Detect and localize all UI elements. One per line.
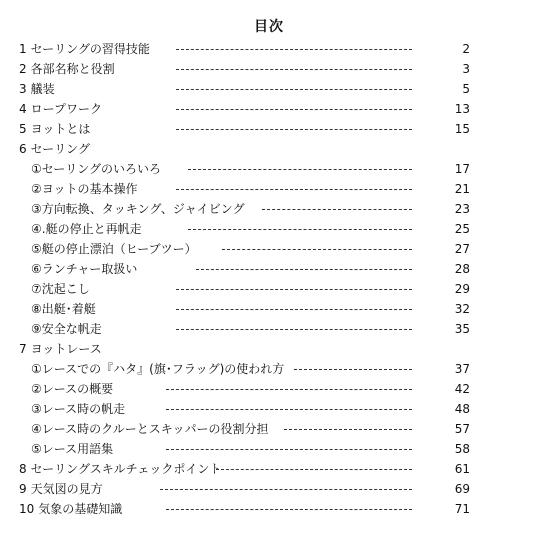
toc-entry-text: ⑥ランチャー取扱い xyxy=(31,262,138,276)
toc-entry-text: セーリング xyxy=(30,142,90,156)
toc-leader-line xyxy=(176,309,412,310)
toc-entry xyxy=(0,379,538,399)
toc-leader-line xyxy=(222,249,412,250)
toc-entry xyxy=(0,259,538,279)
toc-page-number: 23 xyxy=(454,202,470,216)
toc-entry-text: ③方向転換、タッキング、ジャイビング xyxy=(31,202,245,216)
toc-entry-label xyxy=(19,139,90,159)
toc-leader-line xyxy=(294,369,412,370)
toc-entry-text: ロープワーク xyxy=(30,102,103,116)
toc-entry-text: ヨットレース xyxy=(30,342,102,356)
toc-entry xyxy=(0,79,538,99)
toc-entry xyxy=(0,459,538,479)
toc-entry-number: 3 xyxy=(19,82,27,96)
toc-entry-text: ⑦沈起こし xyxy=(31,282,90,296)
toc-page-number: 71 xyxy=(454,502,470,516)
toc-entry xyxy=(0,359,538,379)
toc-entry-label xyxy=(31,419,269,439)
toc-leader-line xyxy=(176,89,412,90)
toc-page-number: 29 xyxy=(454,282,470,296)
toc-page-number: 42 xyxy=(454,382,470,396)
toc-page-number: 61 xyxy=(454,462,470,476)
toc-entry-label xyxy=(19,339,102,359)
toc-leader-line xyxy=(216,469,412,470)
toc-entry-label xyxy=(31,379,113,399)
toc-page-number: 15 xyxy=(454,122,470,136)
toc-entry-text: ①レースでの『ハタ』(旗･フラッグ)の使われ方 xyxy=(31,362,285,376)
toc-entry xyxy=(0,299,538,319)
toc-entry xyxy=(0,219,538,239)
toc-page-number: 17 xyxy=(454,162,470,176)
toc-page-number: 37 xyxy=(454,362,470,376)
toc-entry xyxy=(0,239,538,259)
toc-entry-number: 8 xyxy=(19,462,27,476)
toc-entry xyxy=(0,119,538,139)
toc-entry xyxy=(0,339,538,359)
toc-entry-label xyxy=(19,39,150,59)
toc-leader-line xyxy=(284,429,412,430)
toc-entry-number: 9 xyxy=(19,482,27,496)
toc-entry xyxy=(0,479,538,499)
toc-leader-line xyxy=(166,389,412,390)
toc-entry-label xyxy=(31,359,284,379)
toc-page-number: 5 xyxy=(462,82,470,96)
toc-entry-label xyxy=(31,159,161,179)
toc-entry-number: 2 xyxy=(19,62,27,76)
toc-page-number: 28 xyxy=(454,262,470,276)
toc-entry-label xyxy=(31,239,197,259)
toc-entry-text: ④レース時のクルーとスキッパーの役割分担 xyxy=(31,422,269,436)
toc-entry xyxy=(0,159,538,179)
toc-page-number: 32 xyxy=(454,302,470,316)
toc-entry-text: セーリングスキルチェックポイント xyxy=(30,462,222,476)
toc-entry-text: ③レース時の帆走 xyxy=(31,402,126,416)
toc-entry-text: ②ヨットの基本操作 xyxy=(31,182,138,196)
toc-entry xyxy=(0,139,538,159)
toc-page-number: 3 xyxy=(462,62,470,76)
toc-page-number: 2 xyxy=(462,42,470,56)
toc-leader-line xyxy=(176,49,412,50)
toc-entry-text: セーリングの習得技能 xyxy=(30,42,150,56)
toc-leader-line xyxy=(188,169,412,170)
toc-leader-line xyxy=(196,269,412,270)
toc-entry-label xyxy=(19,459,221,479)
toc-entry xyxy=(0,199,538,219)
toc-entry-text: ②レースの概要 xyxy=(31,382,114,396)
toc-entry xyxy=(0,419,538,439)
toc-leader-line xyxy=(160,489,412,490)
toc-entry-label xyxy=(31,399,125,419)
toc-entry-text: 天気図の見方 xyxy=(30,482,103,496)
toc-leader-line xyxy=(176,109,412,110)
toc-page-number: 35 xyxy=(454,322,470,336)
toc-entry-text: 気象の基礎知識 xyxy=(38,502,123,516)
toc-entry xyxy=(0,499,538,519)
page-title: 目次 xyxy=(254,19,284,35)
toc-entry-text: ⑤レース用語集 xyxy=(31,442,114,456)
toc-leader-line xyxy=(176,289,412,290)
toc-entry xyxy=(0,179,538,199)
toc-leader-line xyxy=(262,209,412,210)
toc-entry xyxy=(0,439,538,459)
toc-entry-label xyxy=(31,439,113,459)
toc-leader-line xyxy=(166,409,412,410)
toc-entry xyxy=(0,99,538,119)
toc-entry-number: 6 xyxy=(19,142,27,156)
toc-entry xyxy=(0,39,538,59)
toc-entry-label xyxy=(19,99,102,119)
toc-entry xyxy=(0,279,538,299)
toc-leader-line xyxy=(176,329,412,330)
toc-entry-text: ⑤艇の停止漂泊（ヒーブツー） xyxy=(31,242,197,256)
toc-entry-text: ④.艇の停止と再帆走 xyxy=(31,222,142,236)
toc-entry-number: 4 xyxy=(19,102,27,116)
toc-entry xyxy=(0,319,538,339)
toc-page-number: 13 xyxy=(454,102,470,116)
toc-leader-line xyxy=(176,189,412,190)
toc-entry-label xyxy=(31,219,142,239)
toc-entry-number: 7 xyxy=(19,342,27,356)
toc-entry-label xyxy=(31,259,137,279)
toc-entry-label xyxy=(19,499,122,519)
toc-entry xyxy=(0,399,538,419)
toc-entry-text: ⑧出艇･着艇 xyxy=(31,302,96,316)
toc-page-number: 48 xyxy=(454,402,470,416)
toc-entry-number: 10 xyxy=(19,502,35,516)
toc-entry-label xyxy=(31,199,244,219)
toc-entry-label xyxy=(19,479,103,499)
toc-page-number: 21 xyxy=(454,182,470,196)
toc-page-number: 69 xyxy=(454,482,470,496)
toc-entry-label xyxy=(19,79,55,99)
toc-entry-text: ⑨安全な帆走 xyxy=(31,322,102,336)
toc-leader-line xyxy=(166,449,412,450)
toc-entry xyxy=(0,59,538,79)
toc-entry-label xyxy=(31,319,102,339)
toc-page-number: 27 xyxy=(454,242,470,256)
toc-entry-number: 5 xyxy=(19,122,27,136)
toc-leader-line xyxy=(176,69,412,70)
toc-entry-text: 艤装 xyxy=(30,82,55,96)
toc-entry-label xyxy=(19,59,115,79)
toc-entry-label xyxy=(31,179,138,199)
toc-leader-line xyxy=(166,509,412,510)
toc-leader-line xyxy=(176,129,412,130)
toc-entry-text: ヨットとは xyxy=(30,122,91,136)
toc-page-number: 58 xyxy=(454,442,470,456)
toc-page-number: 25 xyxy=(454,222,470,236)
table-of-contents xyxy=(0,39,538,519)
toc-entry-text: 各部名称と役割 xyxy=(30,62,115,76)
toc-leader-line xyxy=(188,229,412,230)
toc-entry-number: 1 xyxy=(19,42,27,56)
toc-entry-label xyxy=(31,299,96,319)
toc-page-number: 57 xyxy=(454,422,470,436)
toc-entry-label xyxy=(19,119,90,139)
toc-entry-label xyxy=(31,279,90,299)
toc-entry-text: ①セーリングのいろいろ xyxy=(31,162,162,176)
